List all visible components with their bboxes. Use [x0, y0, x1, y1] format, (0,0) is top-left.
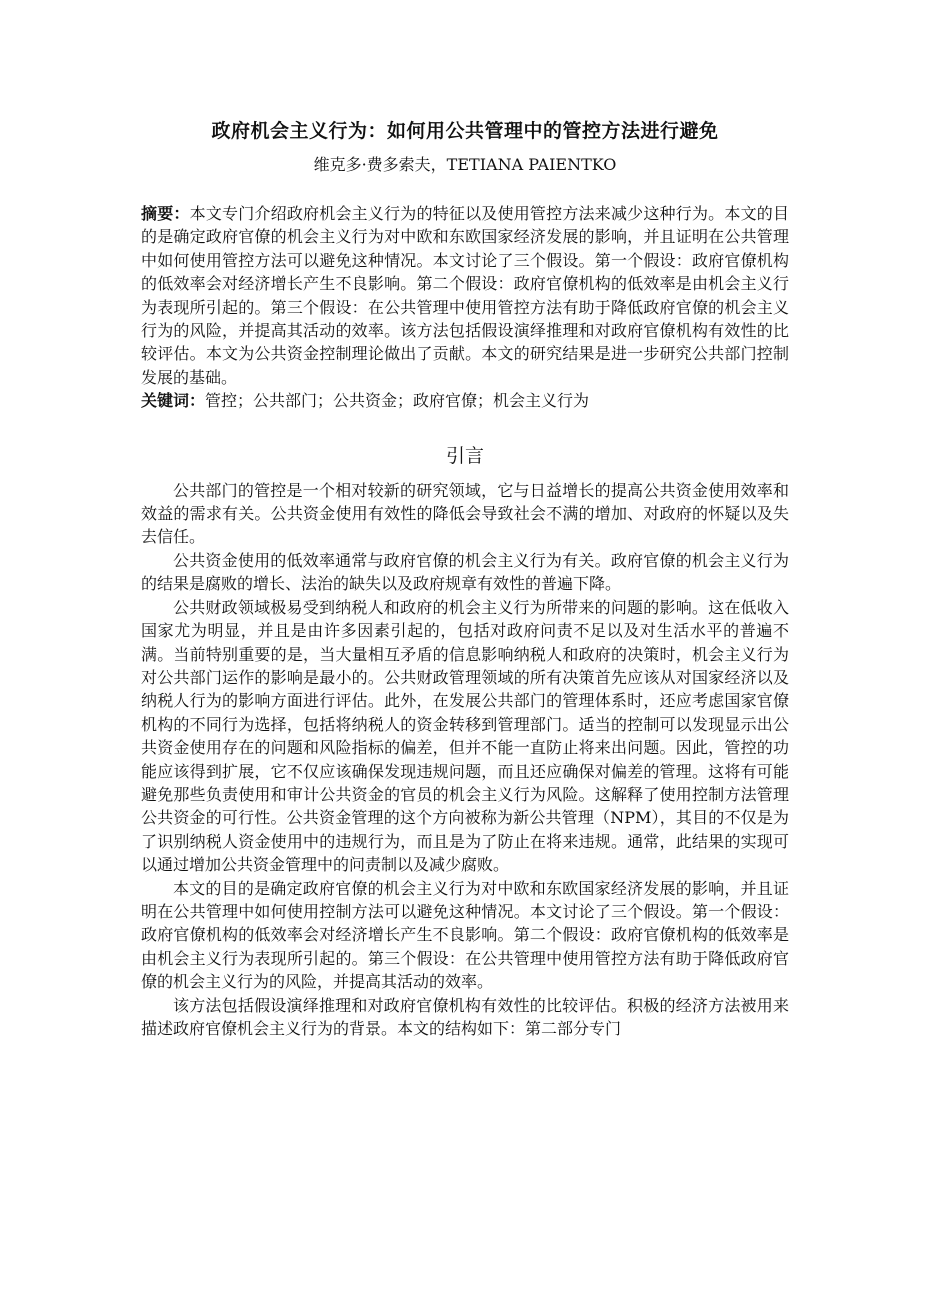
body-paragraph: 该方法包括假设演绎推理和对政府官僚机构有效性的比较评估。积极的经济方法被用来描述政府官僚机会主义行为的背景。本文的结构如下：第二部分专门 — [141, 995, 789, 1038]
body-paragraph: 公共财政领域极易受到纳税人和政府的机会主义行为所带来的问题的影响。这在低收入国家尤为明显，并且是由许多因素引起的，包括对政府问责不足以及对生活水平的普遍不满。当前特别重要的是，当大量相互矛盾的信息影响纳税人和政府的决策时，机会主义行为对公共部门运作的影响是最小的。公共财政管理领域的所有决策首先应该从对国家经济以及纳税人行为的影响方面进行评估。此外，在发展公共部门的管理体系时，还应考虑国家官僚机构的不同行为选择，包括将纳税人的资金转移到管理部门。适当的控制可以发现显示出公共资金使用存在的问题和风险指标的偏差，但并不能一直防止将来出问题。因此，管控的功能应该得到扩展，它不仅应该确保发现违规问题，而且还应确保对偏差的管理。这将有可能避免那些负责使用和审计公共资金的官员的机会主义行为风险。这解释了使用控制方法管理公共资金的可行性。公共资金管理的这个方向被称为新公共管理（NPM），其目的不仅是为了识别纳税人资金使用中的违规行为，而且是为了防止在将来违规。通常，此结果的实现可以通过增加公共资金管理中的问责制以及减少腐败。 — [141, 597, 789, 875]
keywords-line — [141, 389, 789, 412]
abstract-block — [141, 202, 789, 389]
paper-page — [141, 118, 789, 1040]
abstract-label: 摘要： — [141, 204, 190, 223]
body-paragraph: 公共资金使用的低效率通常与政府官僚的机会主义行为有关。政府官僚的机会主义行为的结果是腐败的增长、法治的缺失以及政府规章有效性的普遍下降。 — [141, 550, 789, 594]
section-heading-intro: 引言 — [445, 444, 484, 467]
body-paragraph: 本文的目的是确定政府官僚的机会主义行为对中欧和东欧国家经济发展的影响，并且证明在公共管理中如何使用控制方法可以避免这种情况。本文讨论了三个假设。第一个假设：政府官僚机构的低效率会对经济增长产生不良影响。第二个假设：政府官僚机构的低效率是由机会主义行为表现所引起的。第三个假设：在公共管理中使用管控方法有助于降低政府官僚的机会主义行为的风险，并提高其活动的效率。 — [141, 878, 789, 992]
keywords-label: 关键词： — [141, 391, 206, 411]
body-paragraph: 公共部门的管控是一个相对较新的研究领域，它与日益增长的提高公共资金使用效率和效益的需求有关。公共资金使用有效性的降低会导致社会不满的增加、对政府的怀疑以及失去信任。 — [141, 480, 789, 547]
paper-title: 政府机会主义行为：如何用公共管理中的管控方法进行避免 — [211, 120, 719, 142]
abstract-text: 本文专门介绍政府机会主义行为的特征以及使用管控方法来减少这种行为。本文的目的是确定政府官僚的机会主义行为对中欧和东欧国家经济发展的影响，并且证明在公共管理中如何使用管控方法可以避免这种情况。本文讨论了三个假设。第一个假设：政府官僚机构的低效率会对经济增长产生不良影响。第二个假设：政府官僚机构的低效率是由机会主义行为表现所引起的。第三个假设：在公共管理中使用管控方法有助于降低政府官僚的机会主义行为的风险，并提高其活动的效率。该方法包括假设演绎推理和对政府官僚机构有效性的比较评估。本文为公共资金控制理论做出了贡献。本文的研究结果是进一步研究公共部门控制发展的基础。 — [141, 204, 789, 387]
keywords-text: 管控；公共部门；公共资金；政府官僚；机会主义行为 — [205, 391, 590, 411]
paper-authors: 维克多·费多索夫，TETIANA PAIENTKO — [313, 155, 617, 174]
